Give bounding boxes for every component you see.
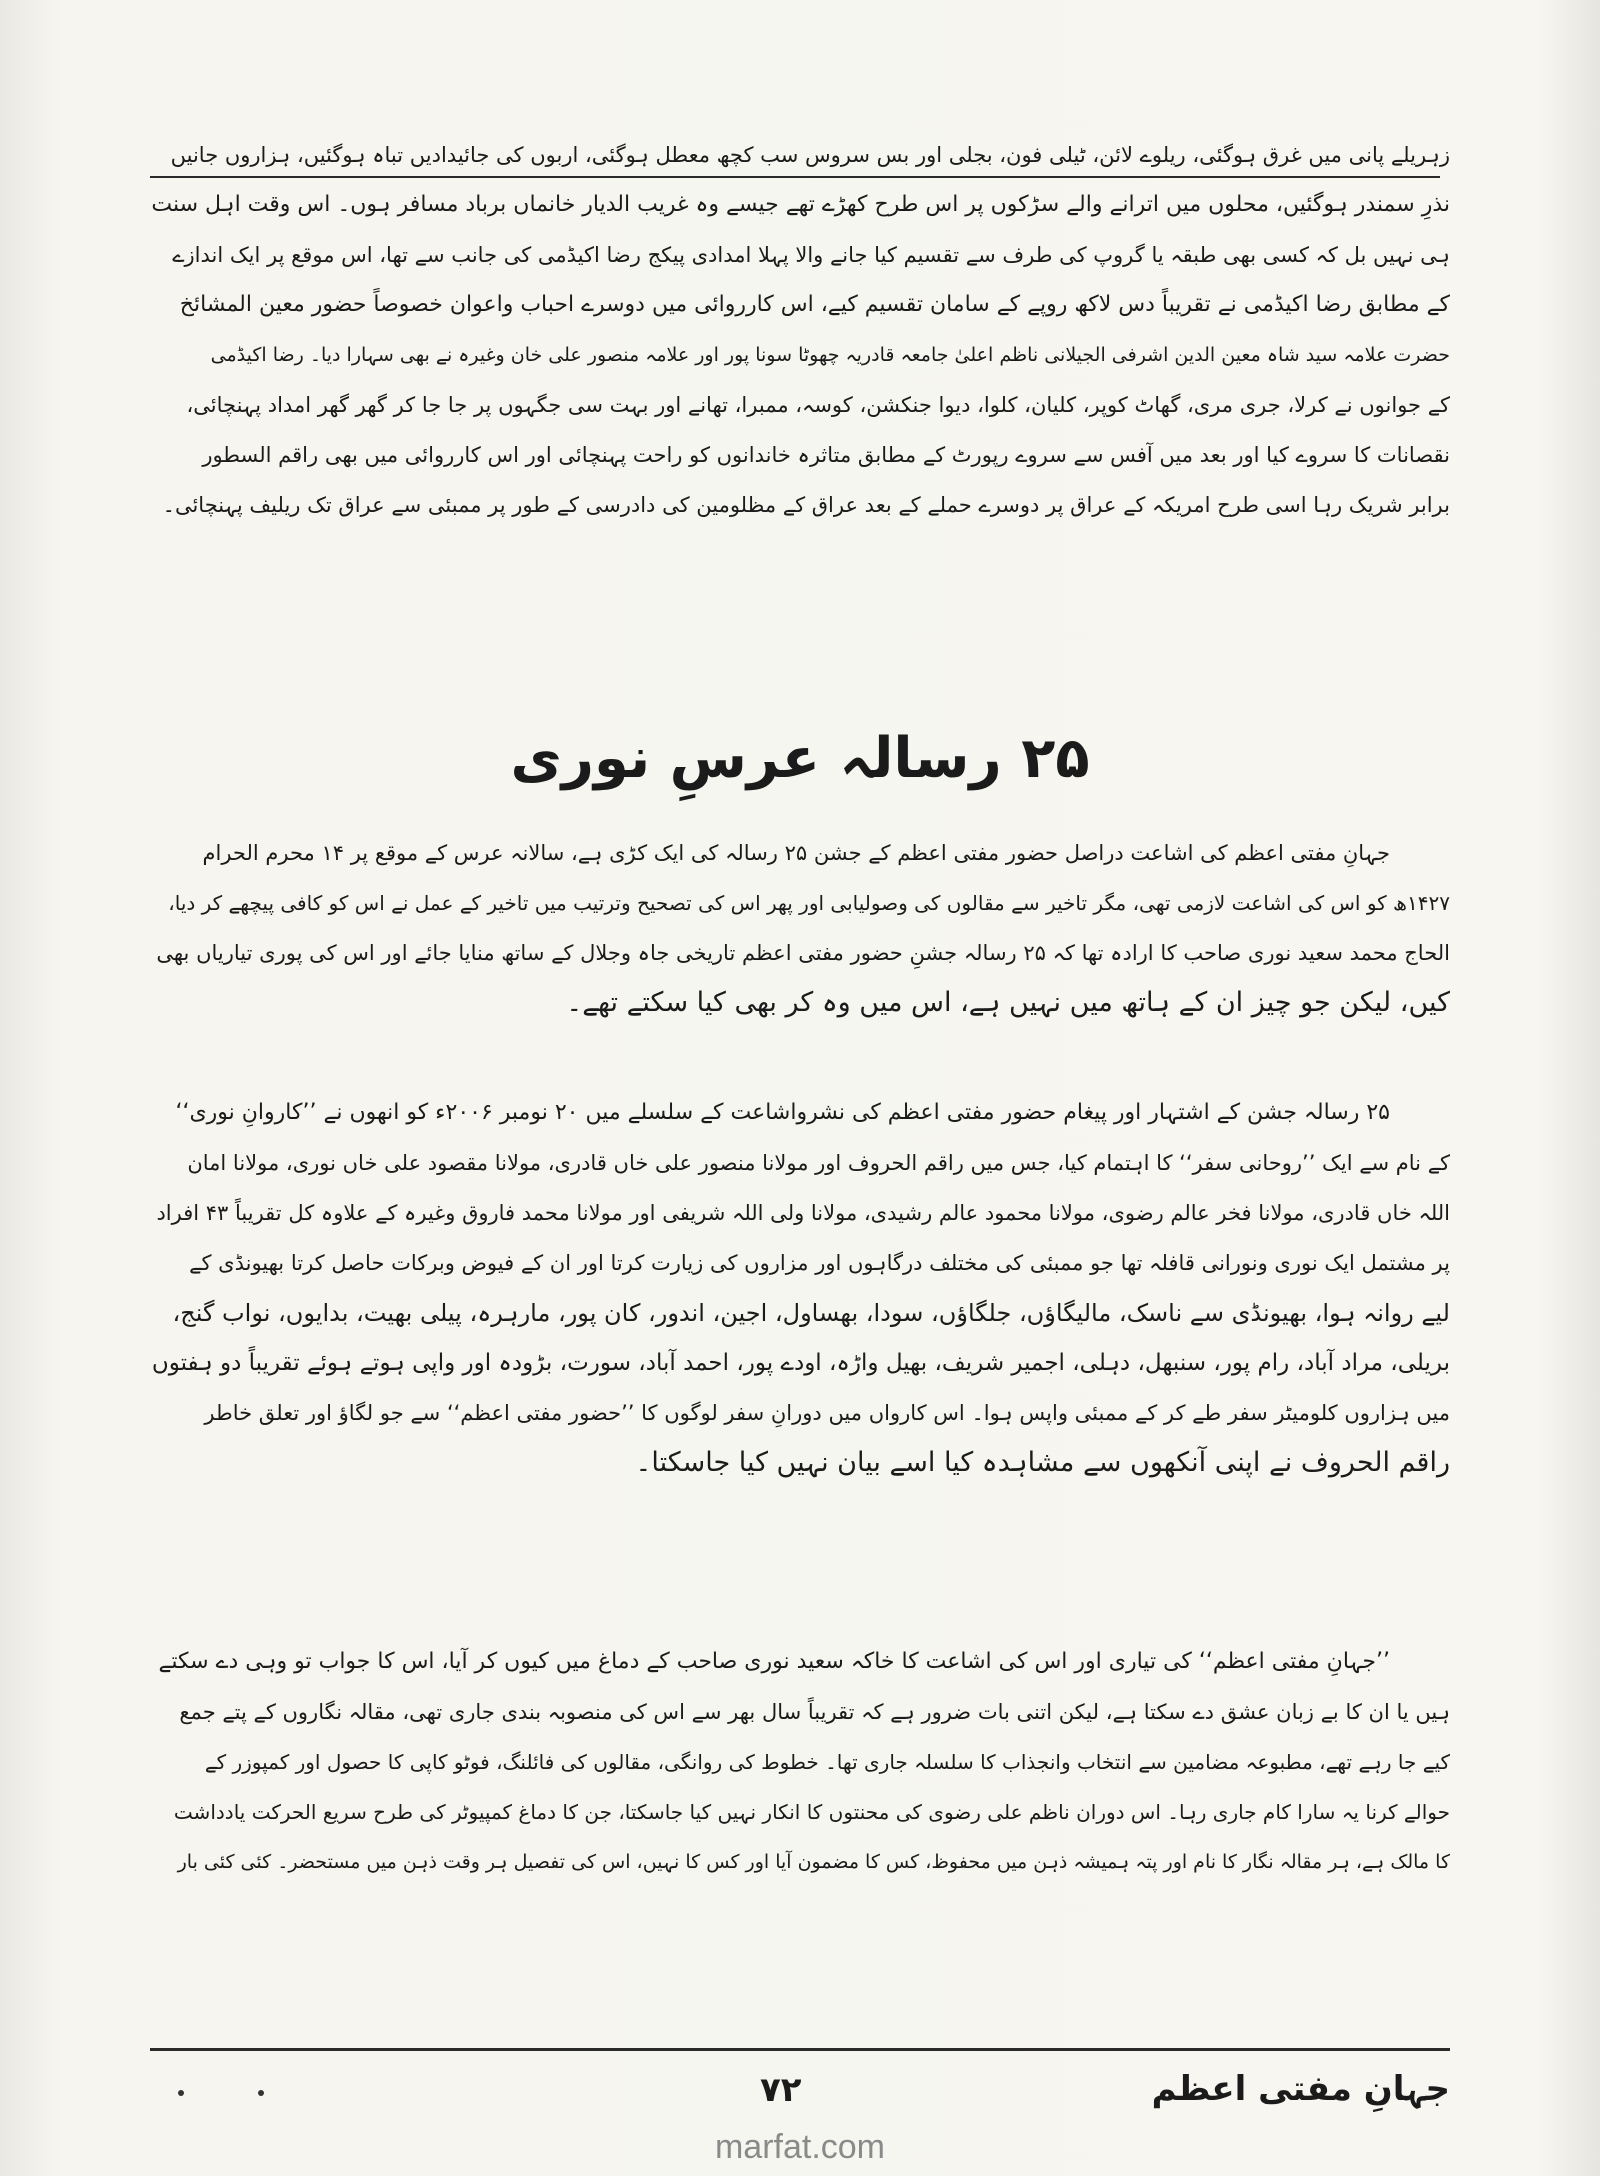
paragraph-1 xyxy=(150,130,1450,530)
text-line: نذرِ سمندر ہوگئیں، محلوں میں اترانے والے سڑکوں پر اس طرح کھڑے تھے جیسے وہ غریب الدیار خانماں برباد مسافر ہوں۔ اس وقت اہل سنت xyxy=(151,192,1450,217)
text-line: زہریلے پانی میں غرق ہوگئی، ریلوے لائن، ٹیلی فون، بجلی اور بس سروس سب کچھ معطل ہوگئی، اربوں کی جائیدادیں تباہ ہوگئیں، ہزاروں جانیں xyxy=(170,143,1450,167)
text-line: ۲۵ رسالہ جشن کے اشتہار اور پیغام حضور مفتی اعظم کی نشرواشاعت کے سلسلے میں ۲۰ نومبر ۲۰۰۶ء کو انھوں نے ’’کاروانِ نوری‘‘ xyxy=(175,1100,1390,1125)
scan-speck xyxy=(178,2090,184,2096)
text-line: برابر شریک رہا اسی طرح امریکہ کے عراق پر دوسرے حملے کے بعد عراق کے مظلومین کی دادرسی کے طور پر ممبئی سے عراق تک ریلیف پہنچائی۔ xyxy=(162,493,1450,517)
section-heading: ۲۵ رسالہ عرسِ نوری xyxy=(510,726,1090,791)
text-line: نقصانات کا سروے کیا اور بعد میں آفس سے سروے رپورٹ کے مطابق متاثرہ خاندانوں کو راحت پہنچائی اور اس کارروائی میں بھی راقم السطور xyxy=(202,443,1450,467)
paragraph-2 xyxy=(150,828,1450,1028)
text-line: میں ہزاروں کلومیٹر سفر طے کر کے ممبئی واپس ہوا۔ اس کارواں میں دورانِ سفر لوگوں کا ’’حضور مفتی اعظم‘‘ سے جو لگاؤ اور تعلق خاطر xyxy=(204,1401,1450,1425)
text-line: پر مشتمل ایک نوری ونورانی قافلہ تھا جو ممبئی کی مختلف درگاہوں اور مزاروں کی زیارت کرتا اور ان کے فیوض وبرکات حاصل کرتا بھیونڈی کے xyxy=(189,1251,1450,1275)
text-line: ہی نہیں بل کہ کسی بھی طبقہ یا گروپ کی طرف سے تقسیم کیا جانے والا پہلا امدادی پیکج رضا اکیڈمی کی جانب سے تھا، اس موقع پر ایک اندازے xyxy=(172,243,1450,267)
text-line: جہانِ مفتی اعظم کی اشاعت دراصل حضور مفتی اعظم کے جشن ۲۵ رسالہ کی ایک کڑی ہے، سالانہ عرس کے موقع پر ۱۴ محرم الحرام xyxy=(202,841,1390,865)
text-line: حضرت علامہ سید شاہ معین الدین اشرفی الجیلانی ناظم اعلیٰ جامعہ قادریہ چھوٹا سونا پور اور علامہ منصور علی خان وغیرہ نے بھی سہارا دیا۔ رضا اکیڈمی xyxy=(210,344,1450,366)
text-line: راقم الحروف نے اپنی آنکھوں سے مشاہدہ کیا اسے بیان نہیں کیا جاسکتا۔ xyxy=(635,1447,1450,1478)
text-line: کیں، لیکن جو چیز ان کے ہاتھ میں نہیں ہے، اس میں وہ کر بھی کیا سکتے تھے۔ xyxy=(566,987,1450,1018)
text-line: الحاج محمد سعید نوری صاحب کا ارادہ تھا کہ ۲۵ رسالہ جشنِ حضور مفتی اعظم تاریخی جاہ وجلال کے ساتھ منایا جائے اور اس کی پوری تیاریاں بھی xyxy=(156,941,1450,965)
text-line: حوالے کرنا یہ سارا کام جاری رہا۔ اس دوران ناظم علی رضوی کی محنتوں کا انکار نہیں کیا جاسکتا، جن کا دماغ کمپیوٹر کی طرح سریع الحرکت یادداشت xyxy=(173,1800,1450,1824)
scan-speck xyxy=(258,2090,264,2096)
text-line: کیے جا رہے تھے، مطبوعہ مضامین سے انتخاب وانجذاب کا سلسلہ جاری تھا۔ خطوط کی روانگی، مقالوں کی فائلنگ، فوٹو کاپی کا حصول اور کمپوزر کے xyxy=(204,1750,1450,1774)
text-line: اللہ خاں قادری، مولانا فخر عالم رضوی، مولانا محمود عالم رشیدی، مولانا ولی اللہ شریفی اور مولانا محمد فاروق وغیرہ کے علاوہ کل تقریباً ۴۳ افراد xyxy=(156,1201,1450,1225)
text-line: کا مالک ہے، ہر مقالہ نگار کا نام اور پتہ ہمیشہ ذہن میں محفوظ، کس کا مضمون آیا اور کس کا نہیں، اس کی تفصیل ہر وقت ذہن میں مستحضر۔ کئی کئی بار xyxy=(177,1851,1450,1873)
text-line: کے جوانوں نے کرلا، جری مری، گھاٹ کوپر، کلیان، کلوا، دیوا جنکشن، کوسہ، ممبرا، تھانے اور بہت سی جگہوں پر جا جا کر گھر گھر امداد پہنچائی، xyxy=(186,393,1450,417)
text-line: لیے روانہ ہوا، بھیونڈی سے ناسک، مالیگاؤں، جلگاؤں، سودا، بھساول، اجین، اندور، کان پور، مارہرہ، پیلی بھیت، بدایوں، نواب گنج، xyxy=(172,1299,1450,1327)
site-watermark: marfat.com xyxy=(714,2128,886,2166)
text-line: کے مطابق رضا اکیڈمی نے تقریباً دس لاکھ روپے کے سامان تقسیم کیے، اس کارروائی میں دوسرے احباب واعوان خصوصاً حضور معین المشائخ xyxy=(179,292,1450,317)
page-number: ۷۲ xyxy=(760,2070,802,2110)
running-footer-title: جہانِ مفتی اعظم xyxy=(1151,2069,1450,2109)
text-line: ہیں یا ان کا بے زبان عشق دے سکتا ہے، لیکن اتنی بات ضرور ہے کہ تقریباً سال بھر سے اس کی منصوبہ بندی جاری تھی، مقالہ نگاروں کے پتے جمع xyxy=(179,1700,1450,1724)
text-line: ۱۴۲۷ھ کو اس کی اشاعت لازمی تھی، مگر تاخیر سے مقالوں کی وصولیابی اور پھر اس کی تصحیح وترتیب میں تاخیر کے عمل نے اس کو کافی پیچھے کر دیا، xyxy=(168,891,1450,915)
text-line: کے نام سے ایک ’’روحانی سفر‘‘ کا اہتمام کیا، جس میں راقم الحروف اور مولانا منصور علی خاں قادری، مولانا مقصود علی خاں نوری، مولانا امان xyxy=(187,1151,1450,1175)
text-line: ’’جہانِ مفتی اعظم‘‘ کی تیاری اور اس کی اشاعت کا خاکہ سعید نوری صاحب کے دماغ میں کیوں کر آیا، اس کا جواب تو وہی دے سکتے xyxy=(158,1649,1390,1674)
paragraph-3 xyxy=(150,1088,1450,1488)
bottom-rule xyxy=(150,2048,1450,2051)
paragraph-4 xyxy=(150,1637,1450,1887)
text-line: بریلی، مراد آباد، رام پور، سنبھل، دہلی، اجمیر شریف، بھیل واڑہ، اودے پور، احمد آباد، سورت، بڑودہ اور واپی ہوتے ہوئے تقریباً دو ہفتوں xyxy=(151,1350,1450,1376)
